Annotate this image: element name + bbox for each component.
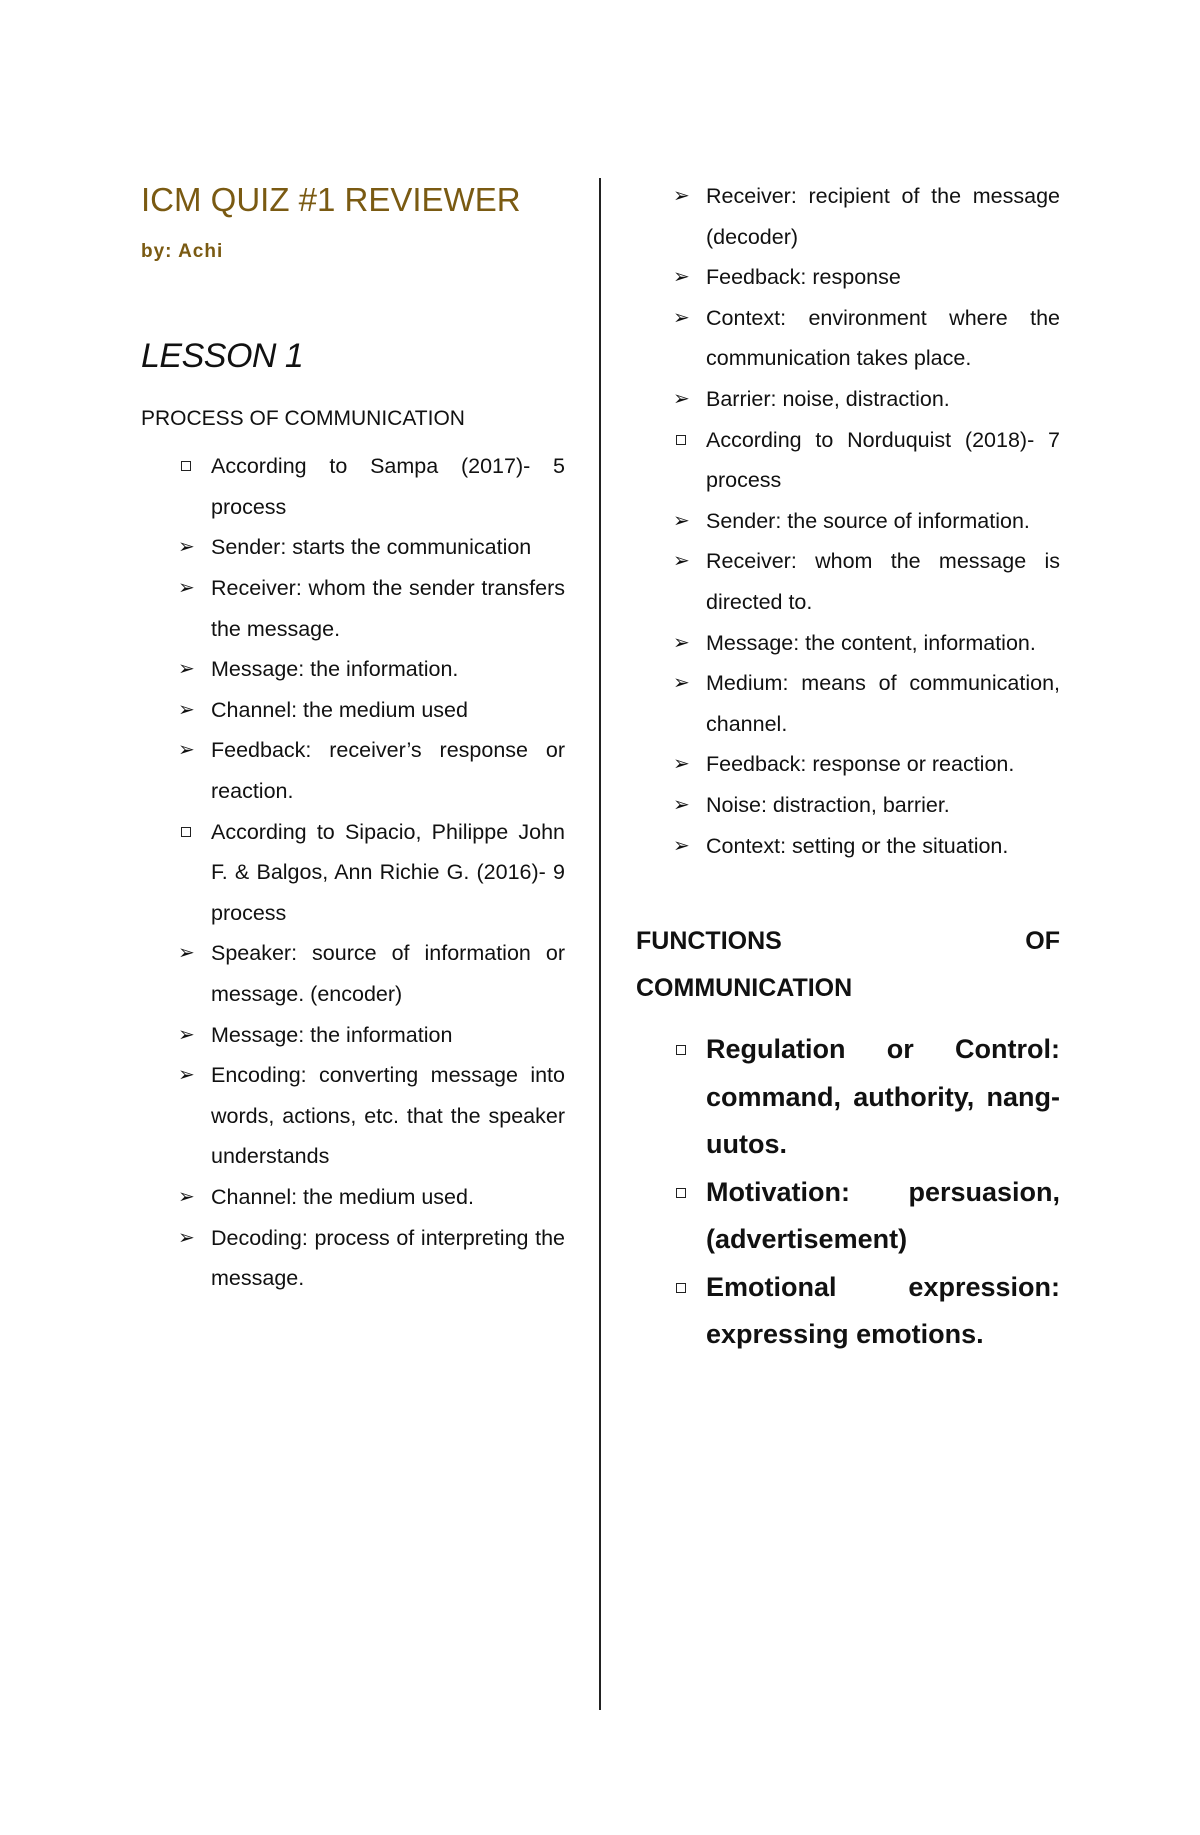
- arrow-bullet-icon: ➢: [673, 550, 690, 573]
- arrow-bullet-icon: ➢: [673, 834, 690, 857]
- list-item: [141, 446, 565, 527]
- list-item: ➢ Message: the content, information.: [566, 623, 1060, 664]
- list-item: ➢ Context: environment where the communication takes place.: [566, 298, 1060, 379]
- list-item: ➢ Barrier: noise, distraction.: [566, 379, 1060, 420]
- section-heading: PROCESS OF COMMUNICATION: [141, 407, 465, 431]
- document-title: ICM QUIZ #1 REVIEWER: [141, 181, 521, 218]
- square-bullet-icon: [676, 435, 686, 445]
- square-bullet-icon: [676, 1188, 686, 1198]
- list-item: ➢ Medium: means of communication, channel.: [566, 663, 1060, 744]
- arrow-bullet-icon: ➢: [673, 509, 690, 532]
- arrow-bullet-icon: ➢: [673, 387, 690, 410]
- group-heading: According to Sampa (2017)- 5 process: [211, 454, 565, 519]
- list-item: ➢ Channel: the medium used: [71, 690, 565, 731]
- arrow-bullet-icon: ➢: [178, 1023, 195, 1046]
- list-item: ➢ Noise: distraction, barrier.: [566, 785, 1060, 826]
- list-item: ➢ Speaker: source of information or message. (encoder): [71, 933, 565, 1014]
- arrow-bullet-icon: ➢: [178, 1064, 195, 1087]
- continued-items: [636, 176, 1060, 866]
- arrow-bullet-icon: ➢: [178, 658, 195, 681]
- functions-title-line1: FUNCTIONS OF: [636, 927, 1060, 956]
- arrow-bullet-icon: ➢: [178, 577, 195, 599]
- right-column: [636, 176, 1060, 1359]
- author-byline: by: Achi: [141, 241, 224, 262]
- list-item: ➢ Message: the information.: [71, 649, 565, 690]
- list-item: ➢ Feedback: response or reaction.: [566, 744, 1060, 785]
- arrow-bullet-icon: ➢: [673, 185, 690, 207]
- arrow-bullet-icon: ➢: [673, 266, 690, 289]
- list-item: ➢ Decoding: process of interpreting the message.: [71, 1218, 565, 1299]
- arrow-bullet-icon: ➢: [178, 942, 195, 965]
- list-item: ➢ Receiver: whom the sender transfers the message.: [71, 568, 565, 649]
- list-item: ➢ Sender: the source of information.: [566, 501, 1060, 542]
- left-groups: [141, 446, 565, 1298]
- square-bullet-icon: [181, 461, 191, 471]
- arrow-bullet-icon: ➢: [178, 1226, 195, 1249]
- arrow-bullet-icon: ➢: [673, 753, 690, 776]
- arrow-bullet-icon: ➢: [178, 536, 195, 559]
- list-item: ➢ Context: setting or the situation.: [566, 826, 1060, 867]
- list-item: ➢ Message: the information: [71, 1015, 565, 1056]
- list-item: [636, 420, 1060, 501]
- square-bullet-icon: [676, 1045, 686, 1055]
- functions-title-line2: COMMUNICATION: [636, 974, 853, 1003]
- group-heading: According to Sipacio, Philippe John F. & Balgos, Ann Richie G. (2016)- 9 process: [211, 819, 565, 925]
- arrow-bullet-icon: ➢: [673, 306, 690, 329]
- list-item: ➢ Sender: starts the communication: [71, 527, 565, 568]
- list-item: ➢ Encoding: converting message into words, actions, etc. that the speaker understands: [71, 1055, 565, 1177]
- functions-section: [636, 918, 1060, 1359]
- list-item: Motivation: persuasion, (advertisement): [636, 1169, 1060, 1264]
- functions-list: [636, 1026, 1060, 1359]
- list-item: ➢ Feedback: response: [566, 257, 1060, 298]
- list-item: ➢ Receiver: recipient of the message (decoder): [566, 176, 1060, 257]
- left-column: [141, 180, 565, 1299]
- list-item: ➢ Receiver: whom the message is directed to.: [566, 541, 1060, 622]
- group-heading: According to Norduquist (2018)- 7 process: [706, 427, 1060, 493]
- arrow-bullet-icon: ➢: [178, 739, 195, 762]
- list-item: Regulation or Control: command, authority, nang-uutos.: [636, 1026, 1060, 1169]
- list-item: [141, 812, 565, 934]
- arrow-bullet-icon: ➢: [673, 793, 690, 816]
- arrow-bullet-icon: ➢: [178, 1185, 195, 1208]
- lesson-heading: LESSON 1: [141, 337, 304, 375]
- list-item: ➢ Channel: the medium used.: [71, 1177, 565, 1218]
- square-bullet-icon: [181, 827, 191, 837]
- list-item: Emotional expression: expressing emotions.: [636, 1264, 1060, 1359]
- arrow-bullet-icon: ➢: [673, 631, 690, 654]
- arrow-bullet-icon: ➢: [178, 698, 195, 721]
- arrow-bullet-icon: ➢: [673, 672, 690, 695]
- square-bullet-icon: [676, 1283, 686, 1293]
- list-item: ➢ Feedback: receiver’s response or reaction.: [71, 730, 565, 811]
